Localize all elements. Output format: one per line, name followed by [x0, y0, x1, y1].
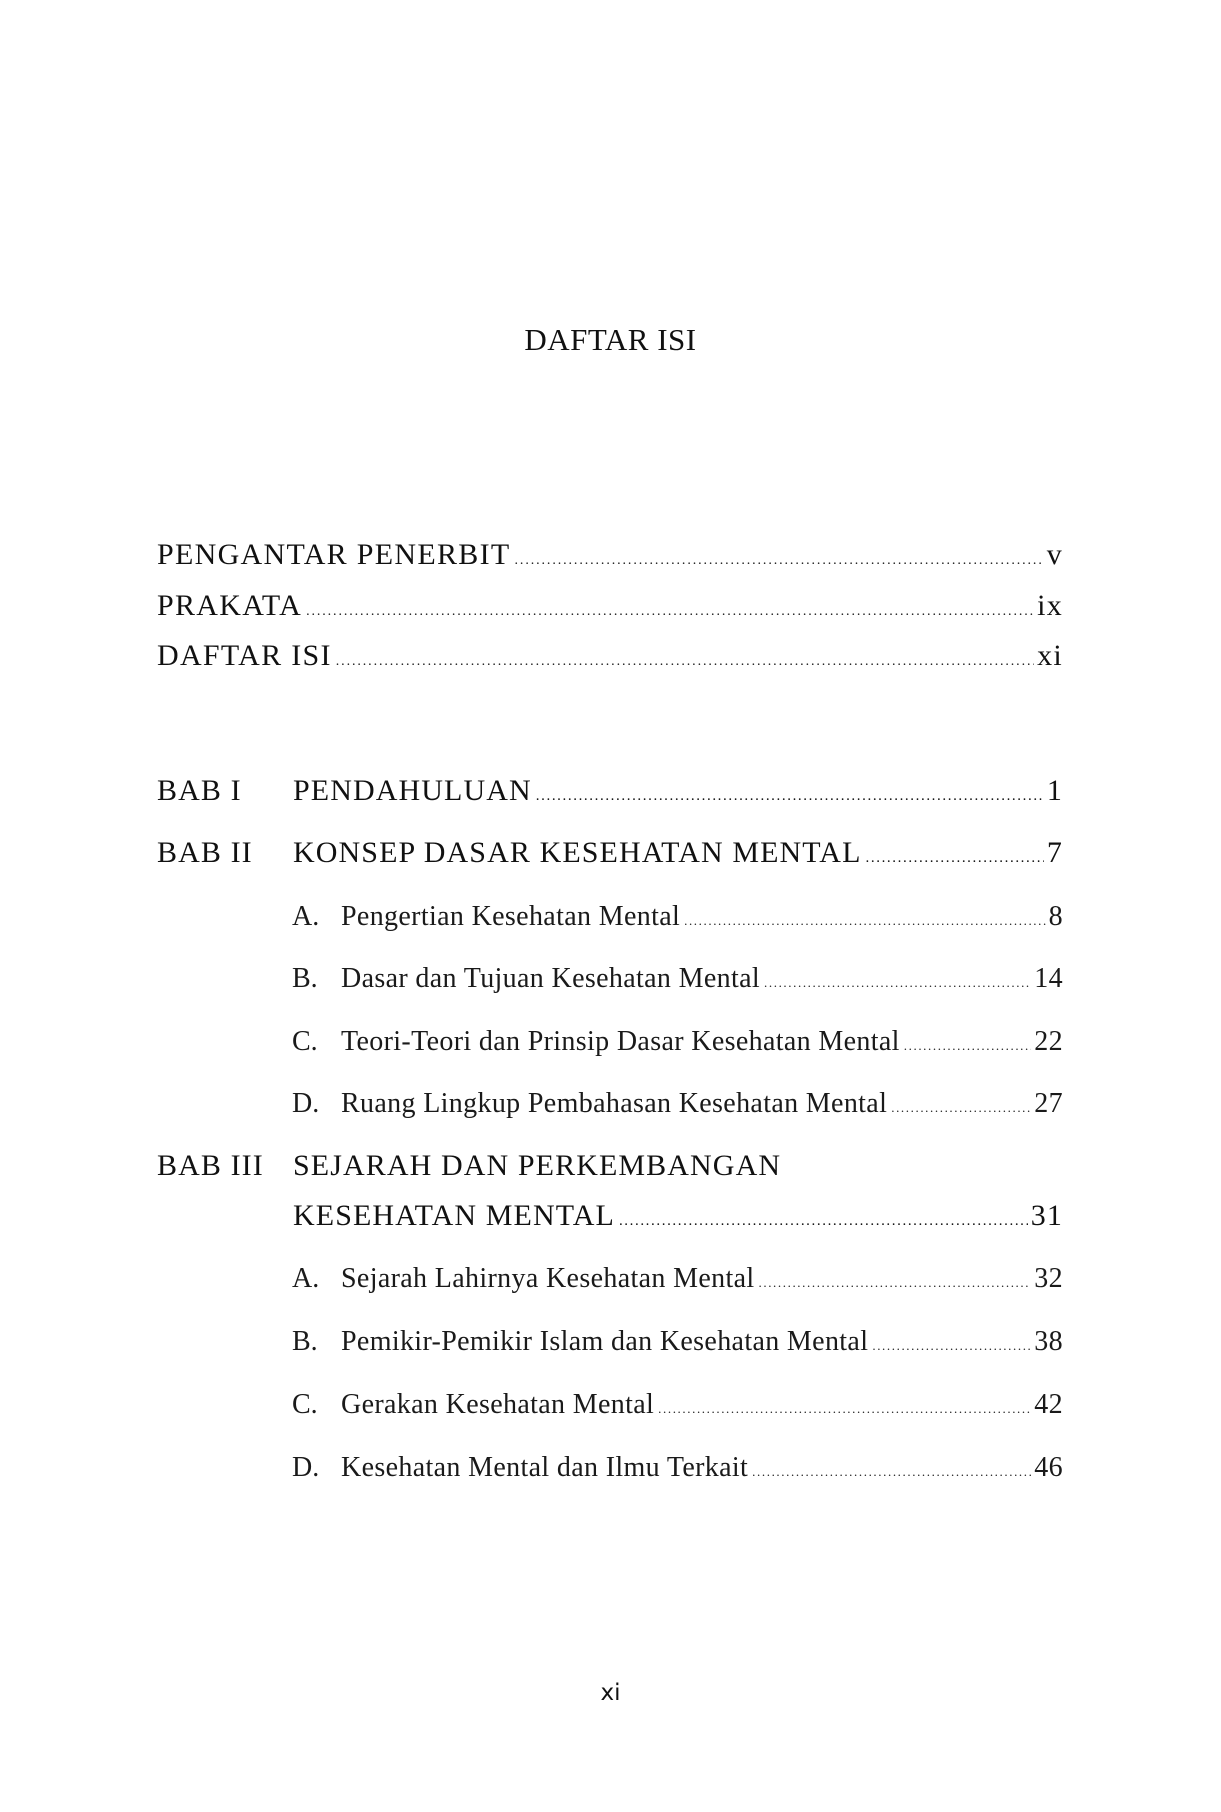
- toc-entry-title: Dasar dan Tujuan Kesehatan Mental: [341, 963, 761, 994]
- section-letter: C.: [292, 1389, 318, 1420]
- toc-entry-title: PRAKATA: [157, 589, 303, 622]
- toc-entry-daftar-isi[interactable]: [157, 636, 1063, 676]
- toc-entry-section[interactable]: [341, 1259, 1063, 1299]
- toc-entry-page: 8: [1048, 901, 1063, 932]
- toc-entry-prakata[interactable]: [157, 586, 1063, 626]
- section-letter: B.: [292, 1326, 318, 1357]
- dot-leader: [752, 1452, 1031, 1488]
- dot-leader: [536, 776, 1044, 811]
- toc-entry-title: KONSEP DASAR KESEHATAN MENTAL: [293, 836, 862, 869]
- toc-entry-title: Teori-Teori dan Prinsip Dasar Kesehatan Mental: [341, 1026, 900, 1057]
- toc-entry-pengantar-penerbit[interactable]: [157, 535, 1063, 575]
- toc-entry-page: 7: [1046, 836, 1063, 869]
- toc-entry-section[interactable]: [341, 1022, 1063, 1062]
- toc-entry-page: 22: [1034, 1026, 1063, 1057]
- page-number: xi: [600, 1680, 621, 1706]
- dot-leader: [872, 1326, 1031, 1362]
- toc-entry-section[interactable]: [341, 1385, 1063, 1425]
- dot-leader: [658, 1389, 1031, 1425]
- chapter-label: BAB II: [157, 836, 253, 869]
- section-letter: B.: [292, 963, 318, 994]
- section-letter: A.: [292, 901, 320, 932]
- page-title: DAFTAR ISI: [524, 322, 697, 357]
- toc-entry-page: 27: [1034, 1088, 1063, 1119]
- toc-entry-section[interactable]: [341, 1322, 1063, 1362]
- dot-leader: [764, 963, 1031, 999]
- toc-entry-title: DAFTAR ISI: [157, 639, 332, 672]
- section-letter: D.: [292, 1088, 320, 1119]
- toc-entry-page: 1: [1046, 774, 1063, 807]
- section-letter: C.: [292, 1026, 318, 1057]
- dot-leader: [866, 838, 1044, 873]
- dot-leader: [619, 1201, 1028, 1236]
- toc-entry-bab-i[interactable]: [293, 771, 1063, 811]
- section-letter: A.: [292, 1263, 320, 1294]
- toc-entry-title: Kesehatan Mental dan Ilmu Terkait: [341, 1452, 749, 1483]
- toc-entry-bab-ii[interactable]: [293, 833, 1063, 873]
- dot-leader: [904, 1026, 1032, 1062]
- dot-leader: [759, 1263, 1032, 1299]
- toc-entry-title: PENDAHULUAN: [293, 774, 532, 807]
- toc-entry-title: Ruang Lingkup Pembahasan Kesehatan Mental: [341, 1088, 888, 1119]
- toc-entry-section[interactable]: [341, 897, 1063, 937]
- toc-entry-page: ix: [1037, 589, 1063, 622]
- toc-entry-page: 38: [1034, 1326, 1063, 1357]
- toc-entry-title: PENGANTAR PENERBIT: [157, 538, 511, 571]
- chapter-label: BAB I: [157, 774, 242, 807]
- toc-entry-page: v: [1046, 538, 1063, 571]
- toc-entry-title-line1[interactable]: SEJARAH DAN PERKEMBANGAN: [293, 1149, 782, 1182]
- toc-entry-page: xi: [1037, 639, 1063, 672]
- toc-entry-page: 32: [1034, 1263, 1063, 1294]
- toc-entry-page: 14: [1034, 963, 1063, 994]
- toc-entry-title: Sejarah Lahirnya Kesehatan Mental: [341, 1263, 755, 1294]
- toc-entry-page: 42: [1034, 1389, 1063, 1420]
- toc-entry-section[interactable]: [341, 1448, 1063, 1488]
- toc-entry-page: 31: [1030, 1199, 1063, 1232]
- toc-entry-section[interactable]: [341, 959, 1063, 999]
- dot-leader: [891, 1088, 1031, 1124]
- dot-leader: [336, 642, 1034, 676]
- dot-leader: [684, 901, 1046, 937]
- dot-leader: [515, 541, 1044, 575]
- toc-entry-title: Pemikir-Pemikir Islam dan Kesehatan Mental: [341, 1326, 869, 1357]
- section-letter: D.: [292, 1452, 320, 1483]
- toc-entry-bab-iii[interactable]: [293, 1196, 1063, 1236]
- chapter-label: BAB III: [157, 1149, 264, 1182]
- toc-entry-title: KESEHATAN MENTAL: [293, 1199, 615, 1232]
- dot-leader: [306, 592, 1034, 626]
- toc-entry-section[interactable]: [341, 1084, 1063, 1124]
- toc-entry-title: Gerakan Kesehatan Mental: [341, 1389, 655, 1420]
- toc-entry-page: 46: [1034, 1452, 1063, 1483]
- toc-entry-title: Pengertian Kesehatan Mental: [341, 901, 681, 932]
